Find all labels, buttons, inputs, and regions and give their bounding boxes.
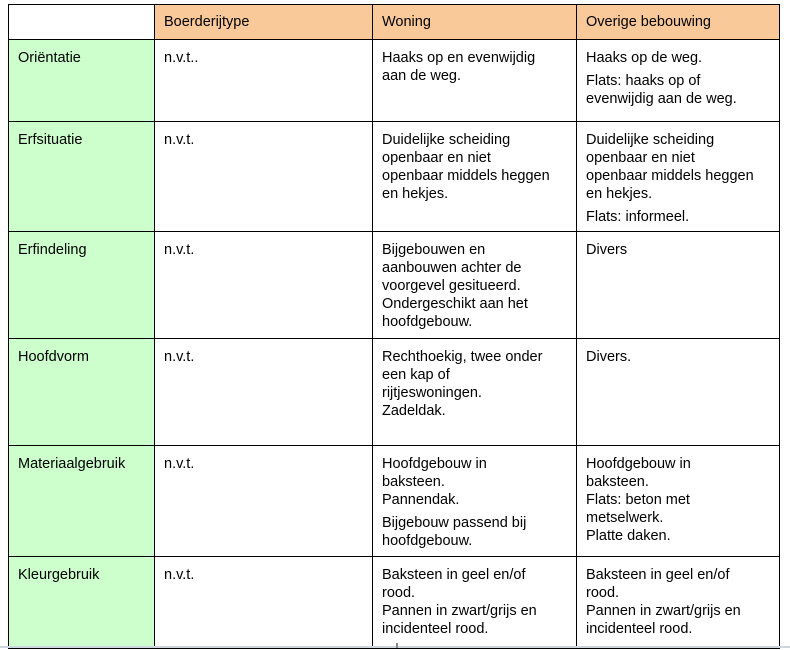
cell-paragraph [382, 514, 568, 550]
cell-paragraph [164, 566, 364, 584]
cell-overige-bebouwing [577, 446, 780, 557]
cell-line: Haaks op en evenwijdig [382, 50, 536, 66]
row-label: Erfsituatie [9, 122, 155, 232]
characteristics-table [8, 4, 780, 649]
cell-line: Haaks op de weg. [586, 50, 703, 66]
cell-line: Flats: informeel. [586, 209, 690, 225]
cell-line: Bijgebouw passend bij [382, 515, 527, 531]
cell-line: een kap of [382, 367, 450, 383]
cell-boerderijtype [155, 446, 373, 557]
cell-line: aanbouwen achter de [382, 260, 522, 276]
cell-line: Baksteen in geel en/of [586, 567, 730, 583]
cell-line: n.v.t. [164, 567, 195, 583]
cell-line: openbaar en niet [382, 150, 491, 166]
header-row [9, 5, 780, 40]
cell-line: Platte daken. [586, 528, 671, 544]
cell-paragraph [164, 49, 364, 67]
cell-paragraph [382, 131, 568, 203]
cell-line: Divers. [586, 349, 632, 365]
cell-paragraph [586, 455, 771, 545]
row-label: Kleurgebruik [9, 557, 155, 649]
row-label: Erfindeling [9, 232, 155, 339]
table-row [9, 232, 780, 339]
cell-line: Duidelijke scheiding [382, 132, 511, 148]
cell-paragraph [382, 49, 568, 85]
cell-paragraph [164, 455, 364, 473]
cell-line: en hekjes. [382, 186, 449, 202]
cell-line: Zadeldak. [382, 403, 446, 419]
cell-paragraph [382, 566, 568, 638]
cell-woning [373, 122, 577, 232]
cell-line: voorgevel gesitueerd. [382, 278, 521, 294]
cell-boerderijtype [155, 40, 373, 122]
cell-line: n.v.t.. [164, 50, 199, 66]
cell-line: n.v.t. [164, 456, 195, 472]
cell-paragraph [586, 131, 771, 203]
cell-boerderijtype [155, 557, 373, 649]
cell-paragraph [164, 131, 364, 149]
header-corner-cell [9, 5, 155, 40]
cell-line: n.v.t. [164, 242, 195, 258]
cell-line: baksteen. [586, 474, 649, 490]
cell-line: Divers [586, 242, 628, 258]
cell-line: rood. [586, 585, 620, 601]
cell-line: hoofdgebouw. [382, 314, 473, 330]
header-overige-bebouwing: Overige bebouwing [577, 5, 780, 40]
row-label: Materiaalgebruik [9, 446, 155, 557]
cell-overige-bebouwing [577, 122, 780, 232]
cell-woning [373, 557, 577, 649]
cell-woning [373, 339, 577, 446]
cell-woning [373, 446, 577, 557]
cell-paragraph [586, 208, 771, 226]
cell-line: Rechthoekig, twee onder [382, 349, 543, 365]
table-row [9, 122, 780, 232]
cell-paragraph [164, 348, 364, 366]
cell-paragraph [586, 241, 771, 259]
cell-line: Pannendak. [382, 492, 460, 508]
cell-line: n.v.t. [164, 132, 195, 148]
cell-paragraph [382, 455, 568, 509]
cell-boerderijtype [155, 232, 373, 339]
cell-line: aan de weg. [382, 68, 462, 84]
cell-line: Bijgebouwen en [382, 242, 486, 258]
cell-paragraph [586, 348, 771, 366]
header-boerderijtype: Boerderijtype [155, 5, 373, 40]
cell-boerderijtype [155, 339, 373, 446]
table-row [9, 557, 780, 649]
cell-line: Pannen in zwart/grijs en [586, 603, 741, 619]
cell-line: Baksteen in geel en/of [382, 567, 526, 583]
cell-line: Flats: beton met [586, 492, 690, 508]
cell-line: incidenteel rood. [586, 621, 693, 637]
cell-line: openbaar middels heggen [586, 168, 754, 184]
cell-line: rood. [382, 585, 416, 601]
cell-line: Duidelijke scheiding [586, 132, 715, 148]
cell-paragraph [164, 241, 364, 259]
table-row [9, 446, 780, 557]
table-row [9, 339, 780, 446]
row-label: Oriëntatie [9, 40, 155, 122]
cell-boerderijtype [155, 122, 373, 232]
cell-line: rijtjeswoningen. [382, 385, 482, 401]
row-label: Hoofdvorm [9, 339, 155, 446]
cell-line: Hoofdgebouw in [382, 456, 487, 472]
cell-paragraph [382, 348, 568, 420]
page-divider-tick [396, 643, 398, 648]
header-woning: Woning [373, 5, 577, 40]
cell-overige-bebouwing [577, 557, 780, 649]
cell-line: baksteen. [382, 474, 445, 490]
cell-overige-bebouwing [577, 40, 780, 122]
table-row [9, 40, 780, 122]
cell-line: n.v.t. [164, 349, 195, 365]
cell-paragraph [586, 49, 771, 67]
cell-line: openbaar en niet [586, 150, 695, 166]
cell-line: incidenteel rood. [382, 621, 489, 637]
cell-line: Pannen in zwart/grijs en [382, 603, 537, 619]
cell-paragraph [382, 241, 568, 331]
cell-line: hoofdgebouw. [382, 533, 473, 549]
cell-line: Flats: haaks op of [586, 73, 701, 89]
cell-woning [373, 40, 577, 122]
cell-line: Hoofdgebouw in [586, 456, 691, 472]
cell-paragraph [586, 566, 771, 638]
cell-line: openbaar middels heggen [382, 168, 550, 184]
cell-line: evenwijdig aan de weg. [586, 91, 737, 107]
cell-overige-bebouwing [577, 232, 780, 339]
page-divider [0, 646, 790, 648]
cell-line: metselwerk. [586, 510, 664, 526]
cell-paragraph [586, 72, 771, 108]
cell-woning [373, 232, 577, 339]
cell-overige-bebouwing [577, 339, 780, 446]
cell-line: en hekjes. [586, 186, 653, 202]
cell-line: Ondergeschikt aan het [382, 296, 528, 312]
